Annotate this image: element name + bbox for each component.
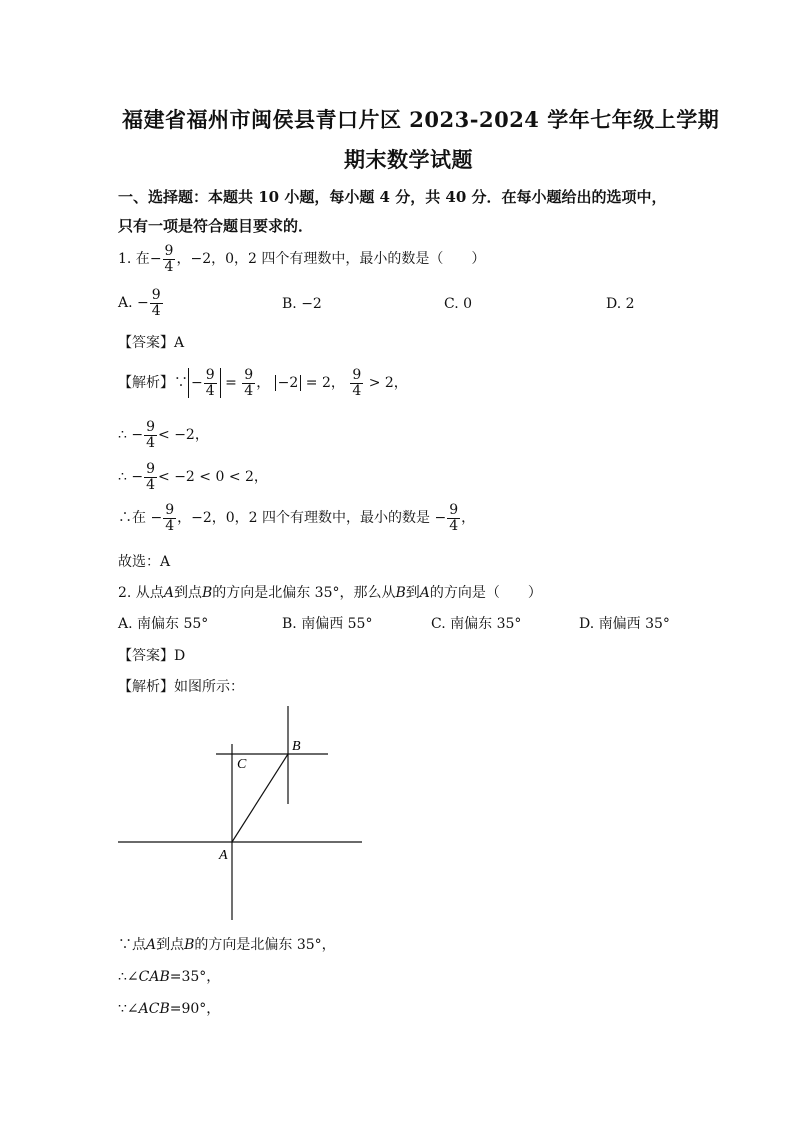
label-a: A: [219, 848, 228, 863]
q2-stem: [118, 582, 542, 602]
q2-point-a2: A: [419, 585, 430, 601]
q1-option-d: D. 2: [606, 296, 635, 312]
q1-option-b: B. −2: [282, 296, 322, 312]
q1-frac-den-a: 4: [244, 382, 254, 399]
q1-choose: 故选：A: [118, 554, 171, 570]
q2-point-b2: B: [395, 585, 406, 601]
q2-step3: [118, 998, 220, 1018]
q1-l4-mid: ，−2，0，2 四个有理数中，最小的数是 −: [177, 510, 447, 527]
q1-abs-neg2-value: −2: [277, 375, 299, 392]
q2-option-d: D. 南偏西 35°: [579, 616, 670, 632]
q1-numerator: 9: [164, 243, 174, 259]
q2-t1: 到点: [173, 585, 202, 601]
q1-l4-prefix: ∴在 −: [118, 510, 163, 527]
q1-abs-fraction: [204, 368, 217, 398]
q1-solution-line2: [118, 420, 209, 450]
q1-l4-fraction-b: [447, 503, 460, 533]
q2-s1-b: B: [184, 937, 195, 953]
q1-abs-num: 9: [205, 367, 215, 383]
q2-step1: [118, 934, 336, 954]
q1-l3-end: < −2 < 0 < 2，: [158, 469, 268, 486]
q1-l3-prefix: ∴ −: [118, 469, 144, 486]
q2-analysis: 【解析】如图所示：: [118, 679, 244, 695]
label-b: B: [292, 739, 301, 754]
q2-s1-mid: 到点: [156, 937, 185, 953]
document-title-line2: 期末数学试题: [344, 147, 473, 172]
q2-t3: 到: [405, 585, 420, 601]
q2-point-b: B: [201, 585, 213, 601]
q1-abs-neg2: [275, 375, 302, 391]
q1-l3-den: 4: [146, 476, 156, 493]
q1-fraction-9-4-b: [350, 368, 363, 398]
q2-t4: 的方向是（ ）: [429, 585, 542, 601]
q1-l3-num: 9: [146, 461, 156, 477]
q2-option-b: B. 南偏西 55°: [282, 616, 373, 632]
q1-eq-sign: =: [225, 375, 237, 392]
section-heading-line1: 一、选择题：本题共 10 小题，每小题 4 分，共 40 分．在每小题给出的选项中，: [118, 188, 667, 206]
section-heading-line2: 只有一项是符合题目要求的．: [118, 217, 314, 235]
q1-eq2: = 2，: [305, 375, 345, 392]
q2-s1-a: A: [146, 937, 157, 953]
q1-option-a-fraction: [150, 288, 163, 318]
q1-l3-fraction: [144, 462, 157, 492]
q2-s1-end: 的方向是北偏东 35°，: [194, 937, 336, 953]
q1-fraction: [163, 244, 176, 274]
q1-l4-end: ，: [461, 510, 476, 527]
q1-denominator: 4: [164, 258, 174, 275]
q1-l2-den: 4: [146, 434, 156, 451]
q1-option-c: C. 0: [444, 296, 473, 312]
q2-s1-pre: ∵点: [118, 937, 146, 953]
q2-s3-angle: ACB: [138, 1001, 170, 1017]
q1-abs-neg-9-4: [188, 368, 221, 398]
q1-frac-num-b: 9: [352, 367, 362, 383]
q2-pre: 2. 从点: [118, 585, 164, 601]
q1-abs-neg-sign: −: [191, 375, 203, 392]
q1-option-a-neg: −: [137, 295, 149, 312]
q1-l4-fraction-a: [163, 503, 176, 533]
q1-l4-den-b: 4: [449, 517, 459, 534]
q1-frac-num-a: 9: [244, 367, 254, 383]
q1-option-a-num: 9: [151, 287, 161, 303]
q2-option-c: C. 南偏东 35°: [431, 616, 522, 632]
q1-l4-den-a: 4: [165, 517, 175, 534]
q2-t2: 的方向是北偏东 35°，那么从: [212, 585, 396, 601]
q1-l2-num: 9: [146, 419, 156, 435]
q1-answer: 【答案】A: [118, 335, 185, 351]
q1-solution-label: 【解析】∵: [118, 375, 188, 392]
q1-fraction-9-4-a: [242, 368, 255, 398]
q1-abs-den: 4: [205, 382, 215, 399]
q1-rest: ，−2，0，2 四个有理数中，最小的数是（ ）: [176, 251, 486, 268]
q1-option-a: [118, 288, 164, 318]
q1-solution-line1: [118, 368, 408, 398]
q2-s2-end: =35°，: [169, 969, 221, 985]
q1-solution-line4: [118, 503, 475, 533]
q1-option-a-den: 4: [151, 302, 161, 319]
q1-l2-fraction: [144, 420, 157, 450]
q1-l2-end: < −2，: [158, 427, 209, 444]
q1-solution-line3: [118, 462, 268, 492]
q1-l4-num-b: 9: [449, 502, 459, 518]
q2-answer: 【答案】D: [118, 648, 186, 664]
q1-stem: [118, 244, 485, 274]
q2-direction-figure: [118, 704, 368, 924]
q1-l2-prefix: ∴ −: [118, 427, 144, 444]
q2-step2: [118, 966, 220, 986]
q2-point-a: A: [163, 585, 174, 601]
document-title-line1: 福建省福州市闽侯县青口片区 2023-2024 学年七年级上学期: [122, 107, 720, 132]
q1-comma: ，: [256, 375, 271, 392]
q1-frac-den-b: 4: [352, 382, 362, 399]
q2-option-a: A. 南偏东 55°: [118, 616, 209, 632]
q1-l4-num-a: 9: [165, 502, 175, 518]
q1-gt-2: > 2，: [368, 375, 408, 392]
q1-neg-sign: −: [149, 251, 162, 268]
q1-option-a-label: A.: [118, 295, 133, 312]
q1-prefix: 1. 在: [118, 251, 150, 268]
q2-s3-pre: ∵∠: [118, 1001, 139, 1017]
q2-s2-angle: CAB: [138, 969, 170, 985]
q2-s3-end: =90°，: [169, 1001, 221, 1017]
q2-s2-pre: ∴∠: [118, 969, 139, 985]
label-c: C: [237, 757, 247, 772]
